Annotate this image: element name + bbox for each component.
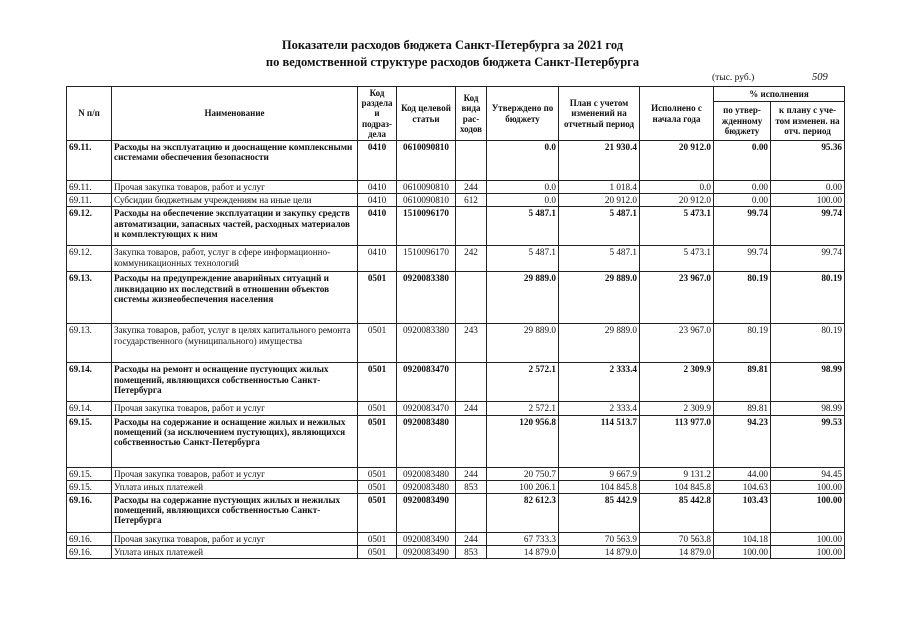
row-approved: 82 612.3 — [487, 494, 559, 533]
row-kind-code — [456, 494, 487, 533]
row-pct-approved: 104.18 — [714, 533, 771, 546]
row-num: 69.16. — [67, 494, 112, 533]
row-pct-plan: 99.53 — [771, 415, 845, 467]
budget-table — [66, 86, 845, 559]
row-section-code: 0410 — [358, 207, 397, 246]
row-pct-approved: 94.23 — [714, 415, 771, 467]
row-executed: 70 563.8 — [640, 533, 714, 546]
row-kind-code — [456, 207, 487, 246]
row-name: Расходы на эксплуатацию и дооснащение комплексными системами обеспечения безопасности — [112, 141, 358, 181]
row-name: Закупка товаров, работ, услуг в сфере информационно-коммуникационных технологий — [112, 246, 358, 272]
row-name: Уплата иных платежей — [112, 546, 358, 559]
row-approved: 100 206.1 — [487, 480, 559, 493]
header-pct-plan: к плану с уче-том изменен. на отч. период — [771, 101, 845, 140]
table-row — [67, 363, 845, 402]
row-executed: 9 131.2 — [640, 467, 714, 480]
header-pct-group: % исполнения — [714, 87, 845, 102]
table-row — [67, 207, 845, 246]
row-pct-plan: 100.00 — [771, 533, 845, 546]
row-kind-code: 244 — [456, 467, 487, 480]
table-row — [67, 480, 845, 493]
row-approved: 14 879.0 — [487, 546, 559, 559]
row-plan: 2 333.4 — [559, 363, 640, 402]
row-executed: 104 845.8 — [640, 480, 714, 493]
row-target-code: 0920083480 — [397, 480, 456, 493]
row-executed: 113 977.0 — [640, 415, 714, 467]
document-title-line2: по ведомственной структуре расходов бюджета Санкт-Петербурга — [265, 55, 640, 69]
table-row — [67, 402, 845, 415]
row-section-code: 0501 — [358, 467, 397, 480]
row-name: Уплата иных платежей — [112, 480, 358, 493]
row-executed: 0.0 — [640, 181, 714, 194]
row-pct-plan: 100.00 — [771, 546, 845, 559]
table-row — [67, 415, 845, 467]
row-target-code: 1510096170 — [397, 207, 456, 246]
row-name: Расходы на предупреждение аварийных ситуаций и ликвидацию их последствий в отношении объектов системы жизнеобеспечения населения — [112, 272, 358, 324]
row-target-code: 0610090810 — [397, 181, 456, 194]
row-section-code: 0501 — [358, 272, 397, 324]
row-kind-code: 243 — [456, 324, 487, 363]
row-pct-plan: 99.74 — [771, 207, 845, 246]
row-pct-approved: 0.00 — [714, 141, 771, 181]
row-executed: 2 309.9 — [640, 363, 714, 402]
row-num: 69.13. — [67, 324, 112, 363]
row-section-code: 0410 — [358, 141, 397, 181]
table-body — [67, 141, 845, 559]
row-plan: 85 442.9 — [559, 494, 640, 533]
row-num: 69.13. — [67, 272, 112, 324]
row-pct-plan: 100.00 — [771, 494, 845, 533]
row-pct-plan: 98.99 — [771, 402, 845, 415]
row-num: 69.11. — [67, 181, 112, 194]
row-approved: 20 750.7 — [487, 467, 559, 480]
row-num: 69.14. — [67, 363, 112, 402]
table-row — [67, 467, 845, 480]
row-section-code: 0410 — [358, 181, 397, 194]
row-target-code: 0920083490 — [397, 546, 456, 559]
document-title-line1: Показатели расходов бюджета Санкт-Петербурга за 2021 год — [281, 38, 624, 52]
row-pct-plan: 0.00 — [771, 181, 845, 194]
row-num: 69.12. — [67, 207, 112, 246]
row-pct-plan: 94.45 — [771, 467, 845, 480]
row-plan: 70 563.9 — [559, 533, 640, 546]
row-plan: 114 513.7 — [559, 415, 640, 467]
row-plan: 20 912.0 — [559, 194, 640, 207]
row-pct-plan: 80.19 — [771, 272, 845, 324]
table-row — [67, 181, 845, 194]
row-target-code: 0920083380 — [397, 272, 456, 324]
row-pct-approved: 89.81 — [714, 363, 771, 402]
row-pct-approved: 99.74 — [714, 246, 771, 272]
row-executed: 85 442.8 — [640, 494, 714, 533]
row-plan: 29 889.0 — [559, 272, 640, 324]
row-target-code: 0920083480 — [397, 467, 456, 480]
row-plan: 5 487.1 — [559, 207, 640, 246]
header-plan: План с учетом изменений на отчетный период — [559, 87, 640, 141]
row-pct-approved: 44.00 — [714, 467, 771, 480]
row-num: 69.15. — [67, 467, 112, 480]
row-approved: 0.0 — [487, 141, 559, 181]
row-plan: 5 487.1 — [559, 246, 640, 272]
row-approved: 0.0 — [487, 194, 559, 207]
row-executed: 14 879.0 — [640, 546, 714, 559]
row-pct-approved: 0.00 — [714, 194, 771, 207]
header-kind: Код вида рас-ходов — [456, 87, 487, 141]
row-section-code: 0501 — [358, 324, 397, 363]
page-number: 509 — [812, 72, 828, 83]
row-section-code: 0501 — [358, 494, 397, 533]
row-name: Прочая закупка товаров, работ и услуг — [112, 181, 358, 194]
row-name: Расходы на обеспечение эксплуатации и закупку средств автоматизации, запасных частей, расходных материалов и комплектующих к ним — [112, 207, 358, 246]
row-kind-code — [456, 141, 487, 181]
header-target: Код целевой статьи — [397, 87, 456, 141]
row-pct-plan: 99.74 — [771, 246, 845, 272]
row-pct-approved: 100.00 — [714, 546, 771, 559]
row-kind-code: 244 — [456, 533, 487, 546]
row-num: 69.11. — [67, 141, 112, 181]
row-kind-code: 244 — [456, 402, 487, 415]
row-approved: 2 572.1 — [487, 363, 559, 402]
row-section-code: 0410 — [358, 194, 397, 207]
row-approved: 0.0 — [487, 181, 559, 194]
header-approved: Утверждено по бюджету — [487, 87, 559, 141]
row-section-code: 0501 — [358, 533, 397, 546]
row-pct-approved: 80.19 — [714, 324, 771, 363]
row-num: 69.12. — [67, 246, 112, 272]
row-executed: 5 473.1 — [640, 207, 714, 246]
row-name: Субсидии бюджетным учреждениям на иные цели — [112, 194, 358, 207]
row-num: 69.16. — [67, 546, 112, 559]
header-num: N п/п — [67, 87, 112, 141]
row-approved: 120 956.8 — [487, 415, 559, 467]
row-target-code: 0920083470 — [397, 402, 456, 415]
row-approved: 29 889.0 — [487, 324, 559, 363]
row-executed: 5 473.1 — [640, 246, 714, 272]
row-target-code: 0920083480 — [397, 415, 456, 467]
row-num: 69.11. — [67, 194, 112, 207]
table-row — [67, 324, 845, 363]
row-pct-approved: 99.74 — [714, 207, 771, 246]
row-section-code: 0501 — [358, 546, 397, 559]
row-target-code: 1510096170 — [397, 246, 456, 272]
row-name: Расходы на ремонт и оснащение пустующих жилых помещений, являющихся собственностью Санкт-Петербурга — [112, 363, 358, 402]
row-kind-code — [456, 363, 487, 402]
row-plan: 14 879.0 — [559, 546, 640, 559]
row-approved: 2 572.1 — [487, 402, 559, 415]
units-label: (тыс. руб.) — [712, 73, 755, 83]
row-kind-code: 853 — [456, 480, 487, 493]
row-section-code: 0410 — [358, 246, 397, 272]
row-plan: 29 889.0 — [559, 324, 640, 363]
table-header — [67, 87, 845, 141]
row-plan: 9 667.9 — [559, 467, 640, 480]
row-pct-plan: 100.00 — [771, 480, 845, 493]
table-row — [67, 546, 845, 559]
row-name: Расходы на содержание и оснащение жилых и нежилых помещений (за исключением пустующих), являющихся собственностью Санкт-Петербурга — [112, 415, 358, 467]
row-approved: 5 487.1 — [487, 246, 559, 272]
row-num: 69.14. — [67, 402, 112, 415]
row-target-code: 0610090810 — [397, 141, 456, 181]
row-executed: 20 912.0 — [640, 141, 714, 181]
row-pct-approved: 89.81 — [714, 402, 771, 415]
table-row — [67, 194, 845, 207]
row-approved: 5 487.1 — [487, 207, 559, 246]
row-name: Прочая закупка товаров, работ и услуг — [112, 533, 358, 546]
table-row — [67, 246, 845, 272]
row-kind-code: 242 — [456, 246, 487, 272]
row-target-code: 0920083470 — [397, 363, 456, 402]
row-pct-plan: 98.99 — [771, 363, 845, 402]
row-num: 69.15. — [67, 480, 112, 493]
row-pct-plan: 100.00 — [771, 194, 845, 207]
row-target-code: 0920083380 — [397, 324, 456, 363]
table-row — [67, 494, 845, 533]
row-approved: 29 889.0 — [487, 272, 559, 324]
row-section-code: 0501 — [358, 415, 397, 467]
header-section: Код раздела и подраз-дела — [358, 87, 397, 141]
row-name: Прочая закупка товаров, работ и услуг — [112, 467, 358, 480]
row-kind-code: 612 — [456, 194, 487, 207]
row-pct-approved: 104.63 — [714, 480, 771, 493]
row-plan: 104 845.8 — [559, 480, 640, 493]
header-executed: Исполнено с начала года — [640, 87, 714, 141]
table-row — [67, 272, 845, 324]
row-executed: 20 912.0 — [640, 194, 714, 207]
row-executed: 2 309.9 — [640, 402, 714, 415]
table-row — [67, 533, 845, 546]
row-pct-plan: 80.19 — [771, 324, 845, 363]
header-pct-approved: по утвер-жденному бюджету — [714, 101, 771, 140]
row-pct-plan: 95.36 — [771, 141, 845, 181]
row-num: 69.15. — [67, 415, 112, 467]
row-plan: 21 930.4 — [559, 141, 640, 181]
row-executed: 23 967.0 — [640, 272, 714, 324]
row-target-code: 0610090810 — [397, 194, 456, 207]
row-kind-code: 853 — [456, 546, 487, 559]
row-approved: 67 733.3 — [487, 533, 559, 546]
row-pct-approved: 0.00 — [714, 181, 771, 194]
row-name: Закупка товаров, работ, услуг в целях капитального ремонта государственного (муниципального) имущества — [112, 324, 358, 363]
row-kind-code — [456, 272, 487, 324]
row-kind-code: 244 — [456, 181, 487, 194]
row-num: 69.16. — [67, 533, 112, 546]
row-target-code: 0920083490 — [397, 494, 456, 533]
row-section-code: 0501 — [358, 480, 397, 493]
row-kind-code — [456, 415, 487, 467]
table-row — [67, 141, 845, 181]
header-name: Наименование — [112, 87, 358, 141]
row-target-code: 0920083490 — [397, 533, 456, 546]
row-plan: 2 333.4 — [559, 402, 640, 415]
row-name: Расходы на содержание пустующих жилых и нежилых помещений, являющихся собственностью Санкт-Петербурга — [112, 494, 358, 533]
row-plan: 1 018.4 — [559, 181, 640, 194]
row-pct-approved: 103.43 — [714, 494, 771, 533]
row-pct-approved: 80.19 — [714, 272, 771, 324]
row-executed: 23 967.0 — [640, 324, 714, 363]
row-section-code: 0501 — [358, 402, 397, 415]
row-section-code: 0501 — [358, 363, 397, 402]
row-name: Прочая закупка товаров, работ и услуг — [112, 402, 358, 415]
